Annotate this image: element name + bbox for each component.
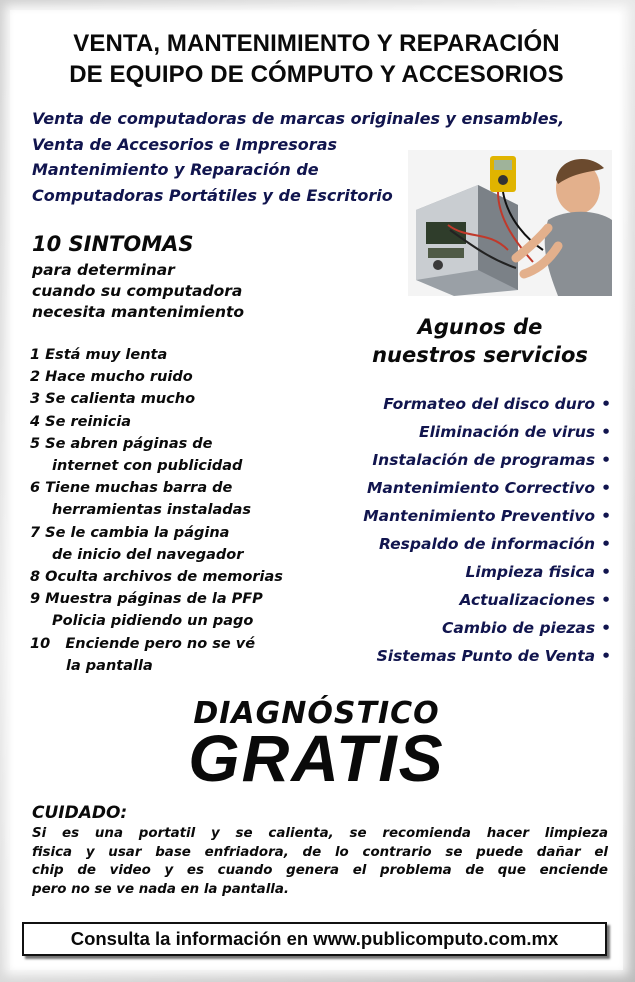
warning-line: chip de video y es cuando genera el problema de que enciende [32,863,608,878]
symptom-number: 7 [30,524,41,541]
service-label: Formateo del disco duro [383,395,596,413]
symptom-number: 10 [30,635,51,652]
bullet-icon: • [601,591,611,609]
service-label: Actualizaciones [459,591,596,609]
symptoms-subtitle [32,260,244,323]
warning-line: Si es una portatil y se calienta, se recomienda hacer limpieza [32,826,608,841]
symptom-item [30,388,283,410]
services-title-line-2: nuestros servicios [372,343,588,367]
symptom-text: Muestra páginas de la PFP [45,591,263,608]
bullet-icon: • [601,507,611,525]
symptom-item [30,411,283,433]
services-list [363,390,611,670]
symptom-item [30,477,283,521]
service-item [363,558,611,586]
symptom-text: Hace mucho ruido [45,369,193,386]
symptom-number: 4 [30,413,41,430]
services-title [340,313,620,369]
symptom-text: Se calienta mucho [45,391,196,408]
service-item [363,586,611,614]
symptom-number: 9 [30,591,41,608]
service-label: Cambio de piezas [442,619,596,637]
symptoms-subtitle-line: cuando su computadora [32,282,243,300]
service-item [363,418,611,446]
bullet-icon: • [601,451,611,469]
bullet-icon: • [601,647,611,665]
bullet-icon: • [601,535,611,553]
symptom-item [30,566,283,588]
service-label: Instalación de programas [372,451,596,469]
intro-line: Venta de computadoras de marcas originales y ensambles, [32,109,565,128]
service-item [363,614,611,642]
symptom-text-continued: de inicio del navegador [52,546,244,563]
symptom-number: 1 [30,347,41,363]
service-label: Mantenimiento Preventivo [363,507,596,525]
symptom-text-continued: Policia pidiendo un pago [52,613,254,630]
footer-text: Consulta la información en www.publicomputo.com.mx [70,928,559,949]
bullet-icon: • [601,563,611,581]
symptom-item [30,344,283,366]
symptom-text-continued: herramientas instaladas [52,502,252,519]
poster-sheet [10,10,623,970]
symptom-item [30,522,283,566]
symptom-text-continued: la pantalla [66,657,153,674]
warning-text [32,825,608,899]
service-item [363,530,611,558]
symptom-number: 2 [30,369,41,386]
symptom-text: Se reinicia [45,413,132,430]
bullet-icon: • [601,395,611,413]
bullet-icon: • [601,619,611,637]
symptoms-subtitle-line: necesita mantenimiento [32,303,245,321]
service-label: Limpieza fisica [465,563,596,581]
service-label: Eliminación de virus [419,423,596,441]
title-line-1: VENTA, MANTENIMIENTO Y REPARACIÓN [73,30,560,57]
promo-diagnostic: DIAGNÓSTICO [193,696,440,731]
service-item [363,446,611,474]
intro-line: Mantenimiento y Reparación de [32,160,319,179]
symptom-item [30,433,283,477]
warning-line: fisica y usar base enfriadora, de lo contrario se puede dañar el [32,844,608,860]
symptom-text: Oculta archivos de memorias [45,569,283,586]
symptom-number: 6 [30,480,41,497]
bullet-icon: • [601,423,611,441]
symptom-number: 8 [30,569,41,586]
intro-line: Venta de Accesorios e Impresoras [32,134,338,154]
page-title [10,28,623,90]
symptom-item [30,588,283,632]
symptom-item [30,366,283,388]
technician-repairing-computer-icon [408,150,612,296]
symptom-number: 5 [30,435,41,452]
symptoms-list [30,344,283,677]
service-label: Sistemas Punto de Venta [376,647,596,665]
bullet-icon: • [601,479,611,497]
warning-line: pero no se ve nada en la pantalla. [32,881,290,897]
symptom-text-continued: internet con publicidad [52,458,243,475]
service-item [363,390,611,418]
symptom-text: Está muy lenta [45,347,168,363]
symptom-text: Tiene muchas barra de [45,480,233,497]
symptom-text: Enciende pero no se vé [65,635,256,652]
symptom-item [30,633,283,677]
service-label: Respaldo de información [378,535,596,553]
symptom-text: Se le cambia la página [45,524,230,541]
service-item [363,474,611,502]
symptom-text: Se abren páginas de [45,435,213,452]
symptoms-title: 10 SINTOMAS [32,232,194,256]
intro-line: Computadoras Portátiles y de Escritorio [32,185,393,205]
promo-free: GRATIS [188,721,445,795]
warning-title: CUIDADO: [32,803,128,823]
services-title-line-1: Agunos de [417,315,543,339]
footer-banner [22,922,607,956]
symptom-number: 3 [30,391,41,408]
symptoms-subtitle-line: para determinar [32,261,175,279]
title-line-2: DE EQUIPO DE CÓMPUTO Y ACCESORIOS [69,61,564,88]
service-item [363,502,611,530]
service-item [363,642,611,670]
service-label: Mantenimiento Correctivo [366,479,596,497]
